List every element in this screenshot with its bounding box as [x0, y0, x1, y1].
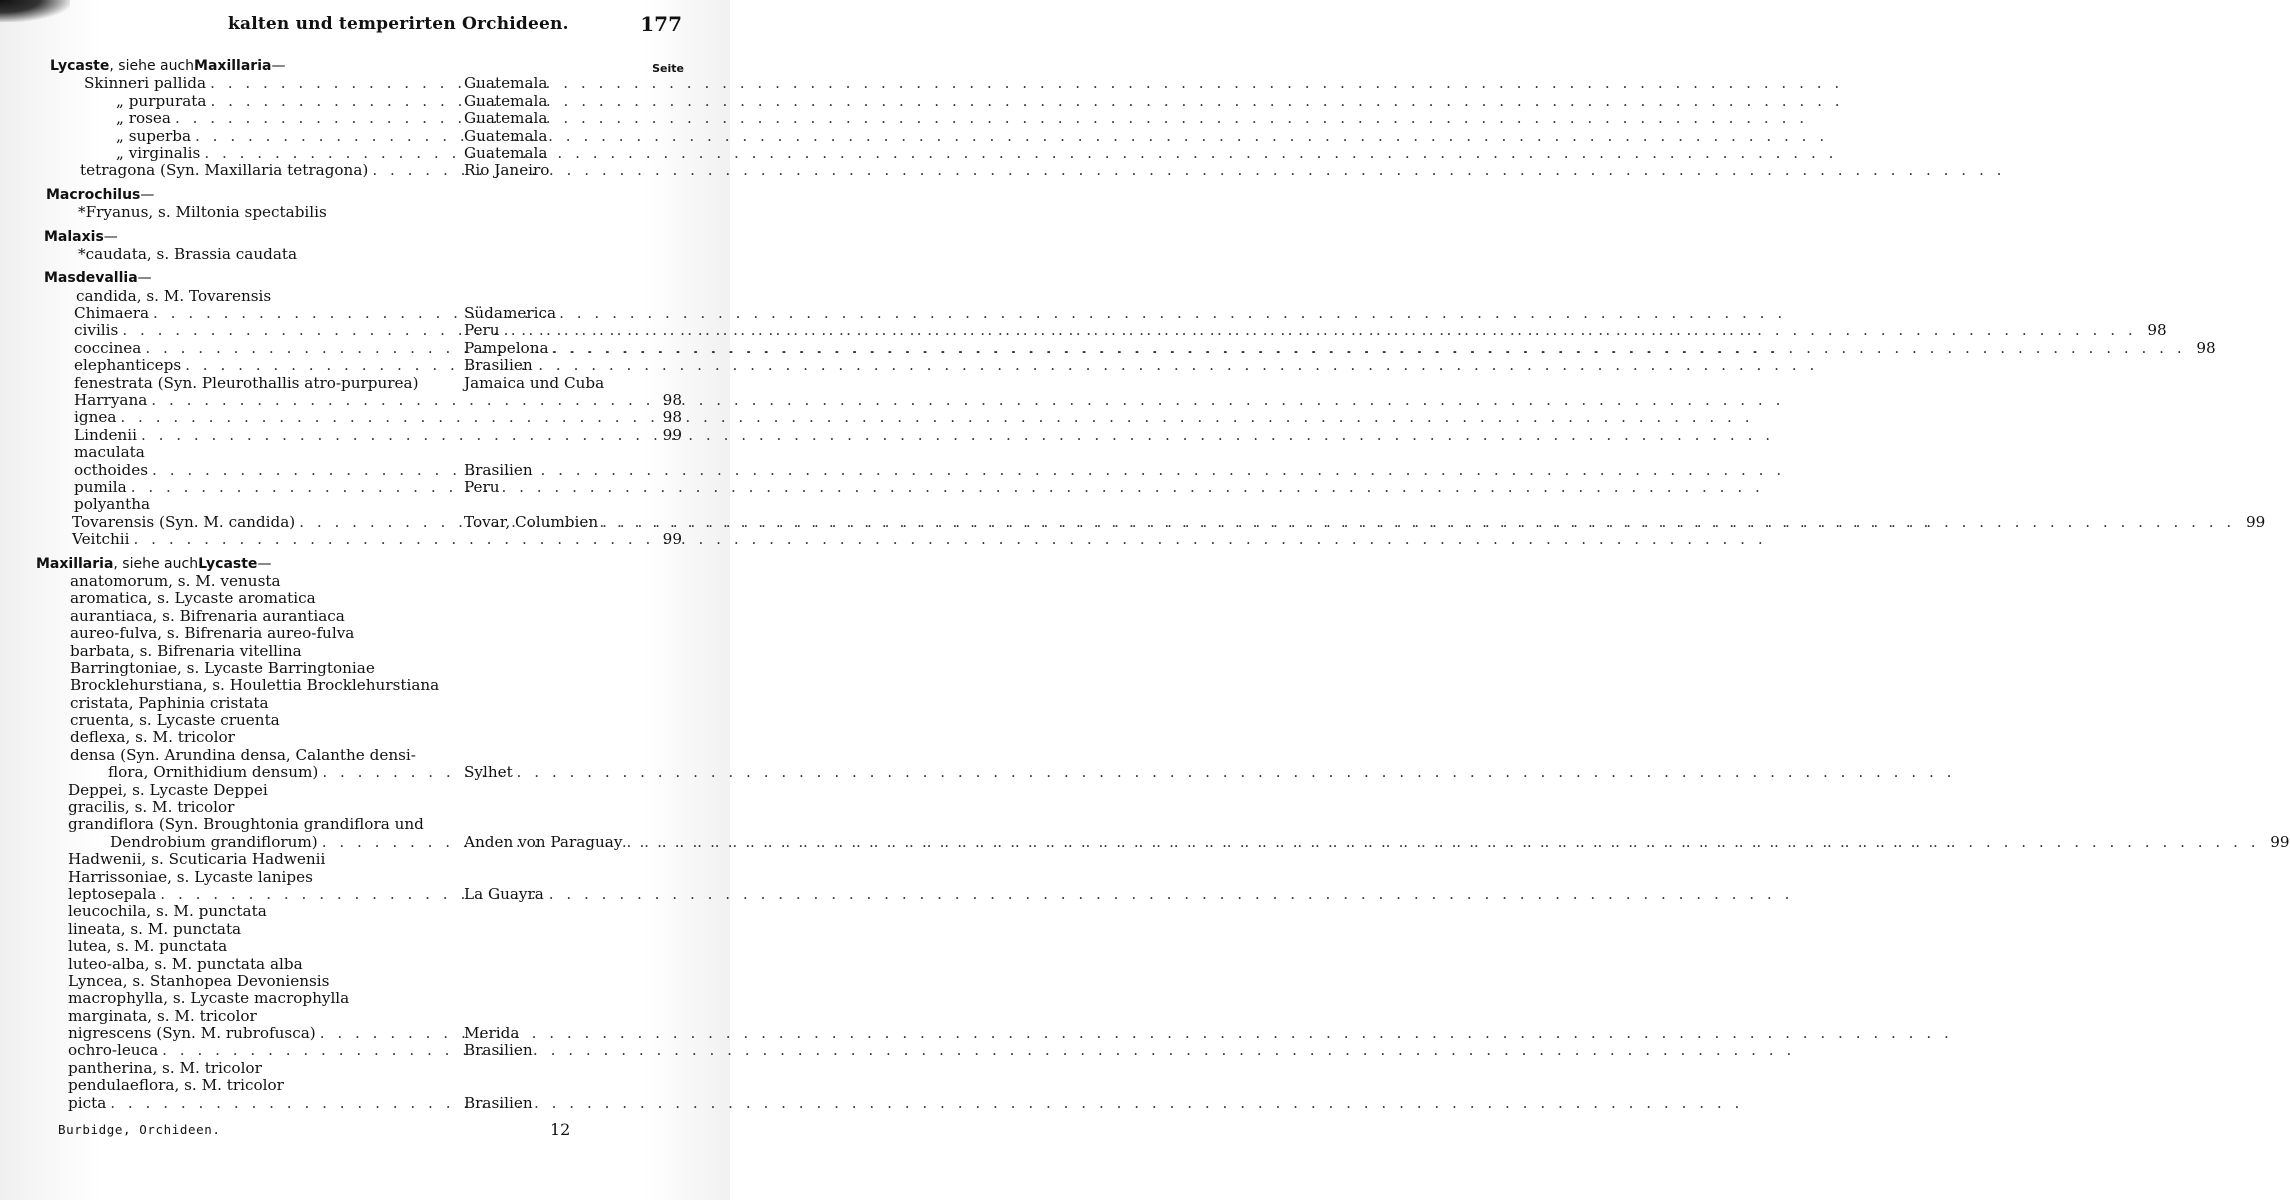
species-entry — [32, 427, 682, 444]
dot-leader — [106, 1095, 464, 1112]
dot-leader — [137, 427, 656, 444]
entry-left — [68, 1042, 464, 1059]
dot-leader — [549, 340, 2190, 357]
species-entry — [32, 357, 682, 374]
page-ref: 98 — [2196, 338, 2216, 357]
running-title: kalten und temperirten Orchideen. — [228, 14, 569, 34]
entry-name: *Fryanus, s. Miltonia spectabilis — [78, 203, 327, 222]
species-entry — [32, 392, 682, 409]
entry-left — [74, 340, 464, 357]
entry-name: octhoides — [74, 460, 149, 479]
entry-name: candida, s. M. Tovarensis — [76, 286, 272, 305]
entry-name: picta — [68, 1093, 107, 1112]
entry-right — [464, 514, 2265, 531]
entry-name: Harrissoniae, s. Lycaste lanipes — [68, 867, 313, 886]
entry-right — [464, 110, 682, 127]
entry-name: cruenta, s. Lycaste cruenta — [70, 711, 280, 730]
entry-name: marginata, s. M. tricolor — [68, 1006, 257, 1025]
species-entry — [32, 93, 682, 110]
entry-name: maculata — [74, 443, 145, 462]
entry-right — [464, 375, 682, 392]
heading-text: — — [137, 270, 152, 287]
species-entry — [32, 512, 2266, 531]
entry-name: *caudata, s. Brassia caudata — [78, 244, 298, 263]
entry-name: Veitchii — [72, 530, 130, 549]
entry-left — [80, 162, 464, 179]
genus-name: Maxillaria — [36, 555, 114, 572]
species-entry — [32, 462, 682, 479]
entry-left — [68, 1025, 464, 1042]
page-ref: 99 — [662, 530, 682, 549]
heading-dash: — — [271, 58, 286, 74]
species-entry — [32, 660, 682, 677]
entry-name: tetragona (Syn. Maxillaria tetragona) — [80, 161, 369, 180]
entry-name: barbata, s. Bifrenaria vitellina — [70, 641, 302, 660]
entry-left — [110, 834, 464, 851]
entry-name: Brocklehurstiana, s. Houlettia Brocklehurstiana — [70, 676, 440, 695]
species-entry — [32, 479, 682, 496]
entry-left — [74, 322, 464, 339]
section-gap — [32, 180, 682, 187]
entry-left — [74, 479, 464, 496]
entry-name: nigrescens (Syn. M. rubrofusca) — [68, 1024, 316, 1043]
entry-name: „ virginalis — [116, 143, 201, 162]
dot-leader — [206, 93, 464, 110]
entry-left — [116, 110, 464, 127]
dot-leader — [200, 145, 464, 162]
species-entry — [32, 75, 682, 92]
dot-leader — [206, 75, 464, 92]
page-ref: 98 — [2147, 321, 2167, 340]
locality: Peru — [464, 477, 500, 496]
entry-left — [68, 886, 464, 903]
entry-name: coccinea — [74, 338, 142, 357]
locality: Brasilien — [464, 1093, 533, 1112]
heading-text: , siehe auch — [109, 58, 195, 74]
entry-name: anatomorum, s. M. venusta — [70, 571, 281, 590]
dot-leader — [318, 834, 464, 851]
entry-name: Dendrobium grandiflorum) — [110, 832, 318, 851]
species-entry — [32, 903, 682, 920]
page-ref: 99 — [662, 425, 682, 444]
entry-name: deflexa, s. M. tricolor — [70, 728, 235, 747]
genus-heading — [32, 187, 682, 204]
entry-name: Barringtoniae, s. Lycaste Barringtoniae — [70, 658, 375, 677]
page-ref: 99 — [2245, 512, 2266, 531]
section-gap — [32, 549, 682, 556]
species-entry — [32, 764, 682, 781]
entry-left — [74, 357, 464, 374]
species-entry — [32, 305, 682, 322]
entry-name: aureo-fulva, s. Bifrenaria aureo-fulva — [70, 624, 355, 643]
entry-name: ignea — [74, 408, 117, 427]
entry-right — [464, 322, 2167, 339]
page-number: 177 — [640, 12, 682, 36]
dot-leader — [141, 340, 464, 357]
genus-name: Macrochilus — [46, 186, 141, 203]
section-gap — [32, 263, 682, 270]
footer-sheet-number: 12 — [550, 1120, 571, 1139]
species-entry — [32, 1060, 682, 1077]
entry-right — [464, 1042, 682, 1059]
species-entry — [32, 747, 682, 764]
heading-text: — — [140, 186, 155, 203]
entry-name: gracilis, s. M. tricolor — [68, 798, 235, 817]
entry-right — [464, 145, 682, 162]
entry-name: fenestrata (Syn. Pleurothallis atro-purpurea) — [74, 373, 419, 392]
dot-leader — [295, 514, 464, 531]
entry-right — [464, 75, 682, 92]
dot-leader — [130, 531, 656, 548]
species-entry — [32, 162, 682, 179]
genus-heading — [32, 58, 682, 75]
entry-name: leucochila, s. M. punctata — [68, 902, 267, 921]
species-entry — [32, 288, 682, 305]
entry-right — [464, 764, 682, 781]
heading-dash: — — [257, 555, 272, 572]
species-entry — [32, 204, 682, 221]
locality: Brasilien — [464, 356, 533, 375]
locality: La Guayra — [464, 884, 544, 903]
locality: Peru — [464, 321, 500, 340]
locality: Südamerica — [464, 304, 557, 323]
species-entry — [32, 590, 682, 607]
species-entry — [32, 677, 682, 694]
species-entry — [32, 375, 682, 392]
species-entry — [32, 531, 682, 548]
entry-name: ochro-leuca — [68, 1041, 159, 1060]
species-entry — [32, 782, 682, 799]
locality: Guatemala — [464, 109, 548, 128]
entry-name: Tovarensis (Syn. M. candida) — [72, 512, 296, 531]
entry-name: elephanticeps — [74, 356, 182, 375]
see-also-genus: Maxillaria — [194, 58, 272, 74]
species-entry — [32, 608, 682, 625]
locality: Jamaica und Cuba — [464, 373, 605, 392]
entry-name: cristata, Paphinia cristata — [70, 693, 269, 712]
species-entry — [32, 973, 682, 990]
heading-text: — — [103, 228, 118, 245]
dot-leader — [118, 322, 464, 339]
dot-leader — [149, 305, 464, 322]
entry-name: polyantha — [74, 495, 151, 514]
genus-heading — [32, 270, 682, 287]
footer-signature: Burbidge, Orchideen. — [58, 1122, 221, 1137]
entry-left — [116, 93, 464, 110]
genus-name: Lycaste — [50, 58, 110, 74]
entry-right — [464, 1025, 682, 1042]
locality: Guatemala — [464, 143, 548, 162]
entry-right — [464, 479, 682, 496]
entry-name: „ superba — [116, 126, 192, 145]
entry-left — [74, 375, 464, 392]
entry-name: leptosepala — [68, 884, 157, 903]
entry-name: Hadwenii, s. Scuticaria Hadwenii — [68, 850, 326, 869]
species-entry — [32, 1077, 682, 1094]
dot-leader — [191, 128, 464, 145]
dot-leader — [156, 886, 464, 903]
entry-left — [108, 764, 464, 781]
dot-leader — [116, 409, 656, 426]
species-entry — [32, 851, 682, 868]
entry-name: luteo-alba, s. M. punctata alba — [68, 954, 303, 973]
species-entry — [32, 729, 682, 746]
dot-leader — [500, 322, 2141, 339]
dot-leader — [181, 357, 464, 374]
dot-leader — [598, 514, 2239, 531]
species-entry — [32, 956, 682, 973]
entry-left — [116, 145, 464, 162]
entry-right — [464, 834, 2290, 851]
scan-shadow — [0, 0, 70, 22]
genus-name: Malaxis — [44, 228, 104, 245]
species-entry — [32, 321, 2167, 340]
entry-name: densa (Syn. Arundina densa, Calanthe densi- — [70, 745, 416, 764]
page-ref: 99 — [2270, 832, 2290, 851]
entry-right — [464, 128, 682, 145]
entry-left — [74, 305, 464, 322]
species-entry — [32, 886, 682, 903]
entry-right — [464, 462, 682, 479]
species-entry — [32, 921, 682, 938]
entry-name: flora, Ornithidium densum) — [108, 763, 319, 782]
species-entry — [32, 409, 682, 426]
entry-name: Harryana — [74, 391, 148, 410]
entry-name: pumila — [74, 477, 127, 496]
column-label-seite: Seite — [652, 62, 684, 75]
species-entry — [32, 625, 682, 642]
entry-name: pendulaeflora, s. M. tricolor — [68, 1076, 284, 1095]
species-entry — [32, 338, 2216, 357]
entry-name: aromatica, s. Lycaste aromatica — [70, 589, 316, 608]
entry-right — [464, 886, 682, 903]
dot-leader — [148, 462, 464, 479]
entry-name: Chimaera — [74, 304, 150, 323]
entry-name: „ purpurata — [116, 91, 207, 110]
entry-name: Skinneri pallida — [84, 74, 207, 93]
entry-name: Lyncea, s. Stanhopea Devoniensis — [68, 971, 330, 990]
species-entry — [32, 869, 682, 886]
entry-right — [464, 93, 682, 110]
heading-text: , siehe auch — [113, 555, 199, 572]
species-entry — [32, 712, 682, 729]
species-entry — [32, 145, 682, 162]
entry-name: civilis — [74, 321, 119, 340]
entry-right — [464, 162, 682, 179]
genus-name: Masdevallia — [44, 270, 138, 287]
page-ref: 98 — [662, 408, 682, 427]
entry-name: lutea, s. M. punctata — [68, 937, 228, 956]
dot-leader — [147, 392, 656, 409]
locality: Anden von Paraguay — [464, 832, 623, 851]
entry-left — [116, 128, 464, 145]
genus-heading — [32, 229, 682, 246]
locality: Guatemala — [464, 126, 548, 145]
species-entry — [32, 938, 682, 955]
section-gap — [32, 222, 682, 229]
entry-left — [74, 462, 464, 479]
page-ref: 98 — [662, 391, 682, 410]
species-entry — [32, 990, 682, 1007]
locality: Guatemala — [464, 74, 548, 93]
species-entry — [32, 496, 682, 513]
see-also-genus: Lycaste — [198, 555, 258, 572]
entry-name: Lindenii — [74, 425, 137, 444]
species-entry — [32, 128, 682, 145]
entry-left — [72, 514, 464, 531]
entry-right — [464, 305, 682, 322]
locality: Guatemala — [464, 91, 548, 110]
entry-right — [464, 1095, 682, 1112]
dot-leader — [622, 834, 2263, 851]
entry-name: aurantiaca, s. Bifrenaria aurantiaca — [70, 606, 345, 625]
locality: Tovar, Columbien — [464, 512, 599, 531]
entry-left — [68, 1095, 464, 1112]
species-entry — [32, 1042, 682, 1059]
locality: Brasilien — [464, 1041, 533, 1060]
dot-leader — [127, 479, 464, 496]
species-entry — [32, 832, 2290, 851]
index-entries — [32, 58, 2290, 1112]
species-entry — [32, 110, 682, 127]
species-entry — [32, 444, 682, 461]
locality: Sylhet — [464, 763, 513, 782]
entry-left — [84, 75, 464, 92]
species-entry — [32, 799, 682, 816]
entry-name: „ rosea — [116, 109, 171, 128]
entry-name: grandiflora (Syn. Broughtonia grandiflora und — [68, 815, 424, 834]
entry-right — [464, 357, 682, 374]
entry-name: Deppei, s. Lycaste Deppei — [68, 780, 268, 799]
species-entry — [32, 246, 682, 263]
entry-name: macrophylla, s. Lycaste macrophylla — [68, 989, 350, 1008]
species-entry — [32, 1025, 682, 1042]
species-entry — [32, 1095, 682, 1112]
entry-name: pantherina, s. M. tricolor — [68, 1058, 262, 1077]
species-entry — [32, 695, 682, 712]
dot-leader — [316, 1025, 464, 1042]
dot-leader — [171, 110, 464, 127]
species-entry — [32, 643, 682, 660]
dot-leader — [318, 764, 464, 781]
dot-leader — [158, 1042, 464, 1059]
species-entry — [32, 816, 682, 833]
locality: Brasilien — [464, 460, 533, 479]
locality: Rio Janeiro — [464, 161, 550, 180]
species-entry — [32, 1008, 682, 1025]
dot-leader — [368, 162, 464, 179]
locality: Pampelona — [464, 338, 549, 357]
locality: Merida — [464, 1024, 520, 1043]
entry-name: lineata, s. M. punctata — [68, 919, 242, 938]
genus-heading — [32, 556, 682, 573]
species-entry — [32, 573, 682, 590]
entry-right — [464, 340, 2216, 357]
